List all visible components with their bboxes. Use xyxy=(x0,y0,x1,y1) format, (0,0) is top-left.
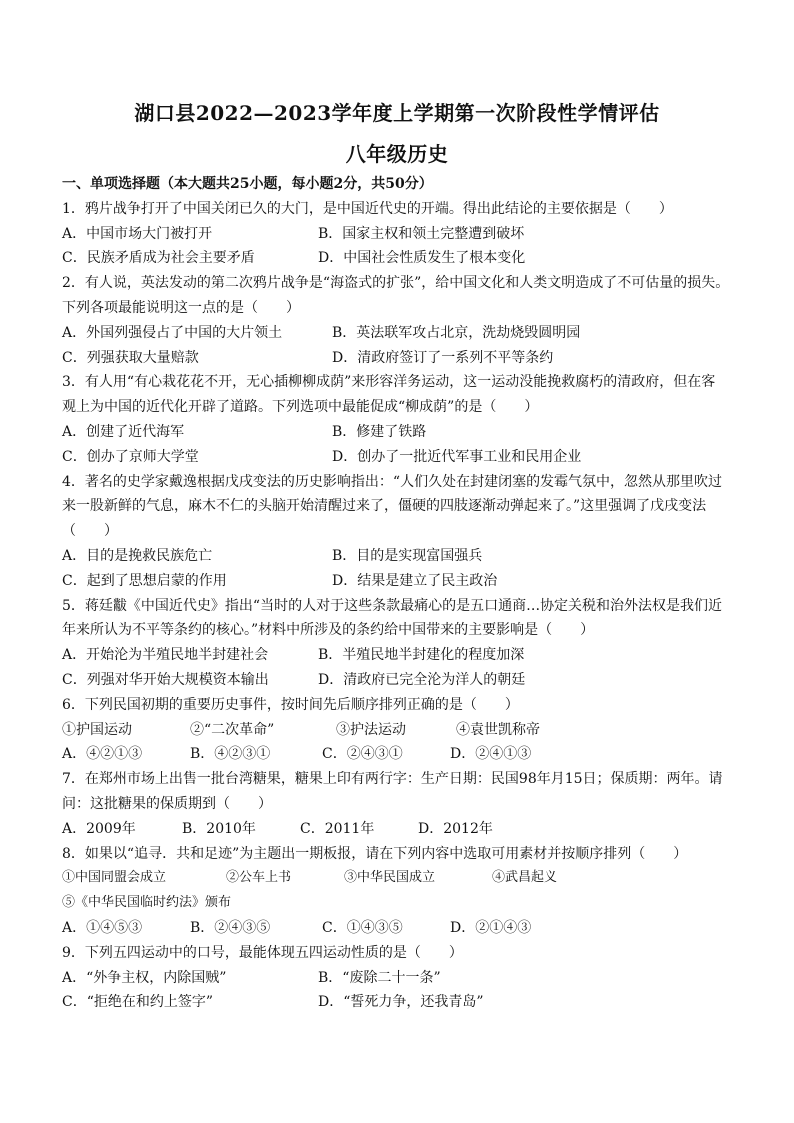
question-stem: 9．下列五四运动中的口号，最能体现五四运动性质的是（ ） xyxy=(62,944,463,961)
option-d: D．②④①③ xyxy=(450,746,532,763)
option-b: B．“废除二十一条” xyxy=(318,969,441,986)
option-a: A．“外争主权，内除国贼” xyxy=(62,969,227,986)
option-a: A．目的是挽救民族危亡 xyxy=(62,547,213,564)
option-b: B．英法联军攻占北京，洗劫烧毁圆明园 xyxy=(332,324,581,341)
question-7 xyxy=(62,767,738,841)
option-a: A．创建了近代海军 xyxy=(62,423,185,440)
question-3 xyxy=(62,370,738,469)
option-a: A．④②①③ xyxy=(62,746,143,763)
option-c: C．列强获取大量赔款 xyxy=(62,349,199,366)
option-b: B．国家主权和领土完整遭到破坏 xyxy=(318,225,525,242)
option-c: C．列强对华开始大规模资本输出 xyxy=(62,671,269,688)
option-c: C．①④③⑤ xyxy=(322,919,403,936)
option-a: A．①④⑤③ xyxy=(62,919,143,936)
exam-subtitle: 八年级历史 xyxy=(345,142,449,166)
option-a: A．外国列强侵占了中国的大片领土 xyxy=(62,324,283,341)
question-stem: 年来所认为不平等条约的核心。”材料中所涉及的条约给中国带来的主要影响是（ ） xyxy=(62,622,595,639)
option-c: C．②④③① xyxy=(322,746,403,763)
event-item-1: ①护国运动 xyxy=(62,721,132,738)
option-d: D．清政府签订了一系列不平等条约 xyxy=(332,349,554,366)
option-c: C．创办了京师大学堂 xyxy=(62,448,199,465)
option-c: C．2011年 xyxy=(300,820,375,837)
event-item-2: ②“二次革命” xyxy=(190,721,275,738)
question-stem: 问：这批糖果的保质期到（ ） xyxy=(62,795,272,812)
option-a: A．2009年 xyxy=(62,820,136,837)
question-6 xyxy=(62,693,738,767)
option-d: D．中国社会性质发生了根本变化 xyxy=(318,250,526,267)
question-stem: 观上为中国的近代化开辟了道路。下列选项中最能促成“柳成荫”的是（ ） xyxy=(62,399,539,416)
question-stem: 7．在郑州市场上出售一批台湾糖果，糖果上印有两行字：生产日期：民国98年月15日；保质期：两年。请 xyxy=(62,771,723,788)
option-b: B．②④③⑤ xyxy=(190,919,271,936)
question-stem: 来一股新鲜的气息，麻木不仁的头脑开始清醒过来了，僵硬的四肢逐渐动弹起来了。”这里强调了戊戌变法 xyxy=(62,498,707,515)
option-d: D．2012年 xyxy=(418,820,493,837)
exam-content xyxy=(62,172,738,1015)
question-2 xyxy=(62,271,738,370)
question-stem: 下列各项最能说明这一点的是（ ） xyxy=(62,299,300,316)
option-b: B．修建了铁路 xyxy=(332,423,427,440)
material-item-1: ①中国同盟会成立 xyxy=(62,870,167,886)
option-c: C．起到了思想启蒙的作用 xyxy=(62,572,227,589)
option-b: B．目的是实现富国强兵 xyxy=(332,547,483,564)
question-stem: （ ） xyxy=(62,523,118,540)
exam-title: 湖口县2022—2023学年度上学期第一次阶段性学情评估 xyxy=(134,101,660,125)
event-item-3: ③护法运动 xyxy=(336,721,406,738)
option-c: C．民族矛盾成为社会主要矛盾 xyxy=(62,250,255,267)
option-b: B．2010年 xyxy=(182,820,256,837)
question-stem: 5．蒋廷黻《中国近代史》指出“当时的人对于这些条款最痛心的是五口通商…协定关税和治外法权是我们近 xyxy=(62,597,723,614)
question-1 xyxy=(62,197,738,271)
section-heading: 一、单项选择题（本大题共25小题，每小题2分，共50分） xyxy=(62,176,433,192)
material-item-3: ③中华民国成立 xyxy=(344,870,436,886)
question-stem: 3．有人用“有心栽花花不开，无心插柳柳成荫”来形容洋务运动，这一运动没能挽救腐朽的清政府，但在客 xyxy=(62,374,716,391)
option-d: D．清政府已完全沦为洋人的朝廷 xyxy=(318,671,526,688)
option-a: A．开始沦为半殖民地半封建社会 xyxy=(62,647,269,664)
option-c: C．“拒绝在和约上签字” xyxy=(62,994,214,1011)
option-b: B．半殖民地半封建化的程度加深 xyxy=(318,647,525,664)
question-8 xyxy=(62,842,738,941)
question-stem: 6．下列民国初期的重要历史事件，按时间先后顺序排列正确的是（ ） xyxy=(62,696,519,713)
material-item-2: ②公车上书 xyxy=(226,870,292,886)
option-d: D．结果是建立了民主政治 xyxy=(332,572,498,589)
option-d: D．②①④③ xyxy=(450,919,532,936)
option-a: A．中国市场大门被打开 xyxy=(62,225,213,242)
question-stem: 4．著名的史学家戴逸根据戊戌变法的历史影响指出：“人们久处在封建闭塞的发霉气氛中，忽然从那里吹过 xyxy=(62,473,723,490)
option-d: D．创办了一批近代军事工业和民用企业 xyxy=(332,448,582,465)
option-b: B．④②③① xyxy=(190,746,271,763)
question-stem: 2．有人说，英法发动的第二次鸦片战争是“海盗式的扩张”，给中国文化和人类文明造成了不可估量的损失。 xyxy=(62,275,730,292)
option-d: D．“誓死力争，还我青岛” xyxy=(318,994,484,1011)
question-4 xyxy=(62,470,738,594)
question-stem: 1．鸦片战争打开了中国关闭已久的大门，是中国近代史的开端。得出此结论的主要依据是（ ） xyxy=(62,200,673,217)
question-stem: 8．如果以“追寻．共和足迹”为主题出一期板报，请在下列内容中选取可用素材并按顺序排列（ ） xyxy=(62,845,688,862)
question-5 xyxy=(62,594,738,693)
question-9 xyxy=(62,941,738,1015)
material-item-5: ⑤《中华民国临时约法》颁布 xyxy=(62,895,232,911)
event-item-4: ④袁世凯称帝 xyxy=(456,721,540,738)
material-item-4: ④武昌起义 xyxy=(492,870,558,886)
